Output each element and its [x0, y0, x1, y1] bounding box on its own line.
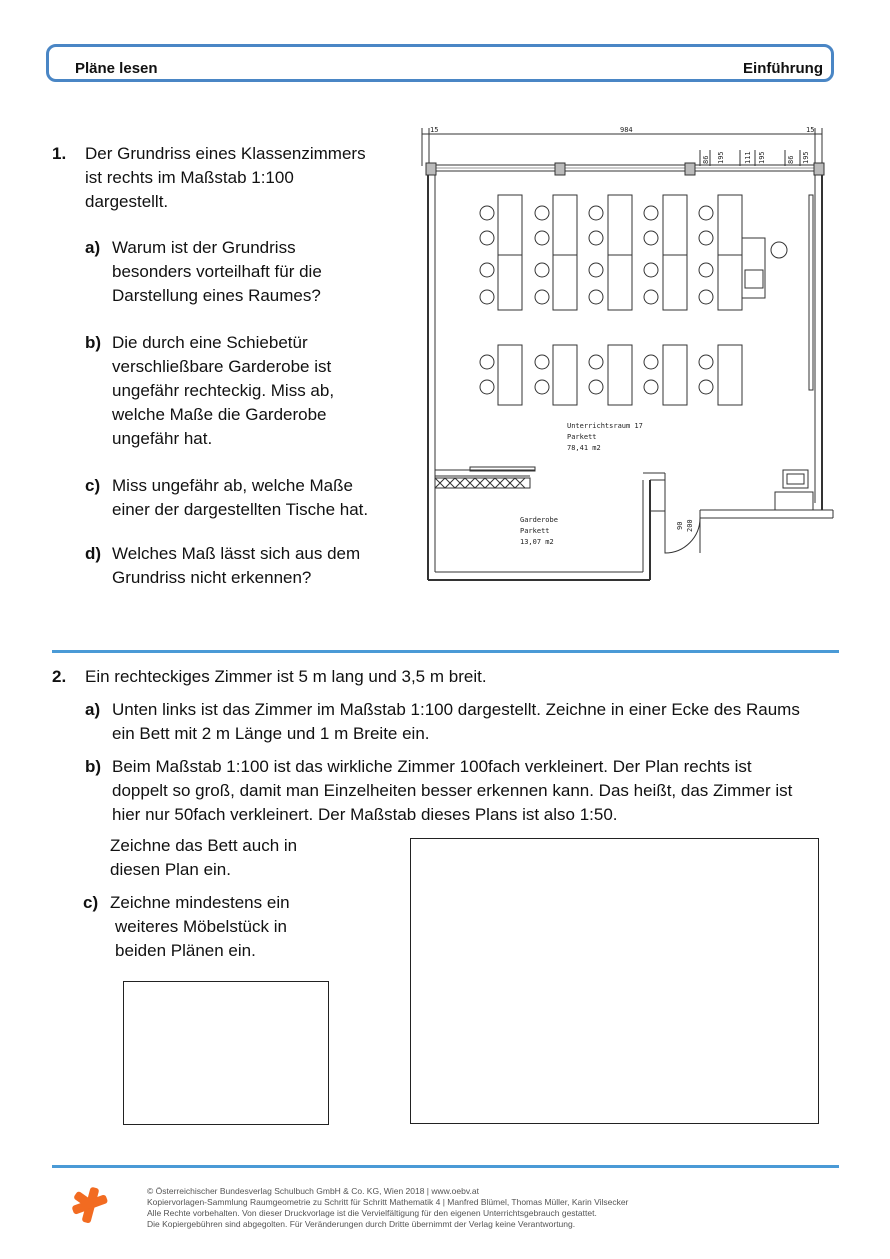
section-divider [52, 650, 839, 653]
task2-intro: Ein rechteckiges Zimmer ist 5 m lang und 3,5 m breit. [85, 667, 487, 686]
task2-number: 2. [52, 667, 67, 686]
dim-small: 86 [787, 155, 795, 164]
task1b-label: b) [85, 333, 102, 352]
task2b-extra-line: diesen Plan ein. [110, 860, 231, 879]
dim-top-left: 15 [430, 126, 439, 134]
task1a-line: Darstellung eines Raumes? [112, 286, 321, 305]
task1-intro-line: Der Grundriss eines Klassenzimmers [85, 144, 366, 163]
door-dim: 200 [686, 519, 694, 532]
task1d-label: d) [85, 544, 102, 563]
task1-intro-line: dargestellt. [85, 192, 169, 211]
dim-small: 195 [758, 151, 766, 164]
wall-pillar [555, 163, 565, 175]
dim-top-right: 15 [806, 126, 815, 134]
task1d-line: Welches Maß lässt sich aus dem [112, 544, 361, 563]
footer-divider [52, 1165, 839, 1168]
task2c-line: weiteres Möbelstück in [115, 917, 287, 936]
task1-number: 1. [52, 144, 67, 163]
wall-pillar [814, 163, 824, 175]
dim-small: 86 [702, 155, 710, 164]
task1b-line: Die durch eine Schiebetür [112, 333, 308, 352]
dim-small: 111 [744, 151, 752, 164]
task1a-line: Warum ist der Grundriss [112, 238, 296, 257]
dim-small: 195 [802, 151, 810, 164]
task2b-label: b) [85, 757, 102, 776]
task1a-label: a) [85, 238, 101, 257]
classroom-floor-plan [410, 120, 840, 590]
task1c-line: Miss ungefähr ab, welche Maße [112, 476, 353, 495]
room-area: 78,41 m2 [567, 444, 601, 452]
task1b-line: ungefähr rechteckig. Miss ab, [112, 381, 335, 400]
task1c-line: einer der dargestellten Tische hat. [112, 500, 369, 519]
dim-small: 195 [717, 151, 725, 164]
footer-line: © Österreichischer Bundesverlag Schulbuch GmbH & Co. KG, Wien 2018 | www.oebv.at [147, 1186, 479, 1196]
publisher-logo-icon [70, 1185, 110, 1225]
blackboard [809, 195, 813, 390]
task2b-line: hier nur 50fach verkleinert. Der Maßstab dieses Plans ist also 1:50. [112, 805, 618, 824]
section-label: Einführung [743, 60, 823, 77]
dim-top-total: 984 [620, 126, 633, 134]
task1a-line: besonders vorteilhaft für die [112, 262, 322, 281]
task2c-label: c) [83, 893, 99, 912]
teacher-desk [740, 238, 765, 298]
task2c-line: beiden Plänen ein. [115, 941, 256, 960]
task1b-line: welche Maße die Garderobe [112, 405, 327, 424]
wardrobe-racks [435, 478, 530, 488]
wall-pillar [426, 163, 436, 175]
task2b-line: doppelt so groß, damit man Einzelheiten besser erkennen kann. Das heißt, das Zimmer ist [112, 781, 793, 800]
plan-box-1-50[interactable] [410, 838, 819, 1124]
task2a-line: ein Bett mit 2 m Länge und 1 m Breite ein. [112, 724, 430, 743]
plan-box-1-100[interactable] [123, 981, 329, 1125]
task1c-label: c) [85, 476, 101, 495]
task2a-line: Unten links ist das Zimmer im Maßstab 1:100 dargestellt. Zeichne in einer Ecke des Raums [112, 700, 800, 719]
wardrobe-floor: Parkett [520, 527, 550, 535]
task2b-line: Beim Maßstab 1:100 ist das wirkliche Zimmer 100fach verkleinert. Der Plan rechts ist [112, 757, 752, 776]
task1-intro-line: ist rechts im Maßstab 1:100 [85, 168, 294, 187]
wardrobe-name: Garderobe [520, 516, 558, 524]
task2b-extra-line: Zeichne das Bett auch in [110, 836, 298, 855]
wardrobe-area: 13,07 m2 [520, 538, 554, 546]
wall-pillar [685, 163, 695, 175]
task1b-line: ungefähr hat. [112, 429, 213, 448]
footer-line: Kopiervorlagen-Sammlung Raumgeometrie zu Schritt für Schritt Mathematik 4 | Manfred Blümel, Thomas Müller, Karin Vilsecker [147, 1197, 629, 1207]
footer-line: Die Kopiergebühren sind abgegolten. Für Veränderungen durch Dritte übernimmt der Verlag keine Verantwortung. [147, 1219, 576, 1229]
task1d-line: Grundriss nicht erkennen? [112, 568, 312, 587]
page-title: Pläne lesen [75, 60, 158, 77]
footer-line: Alle Rechte vorbehalten. Von dieser Druckvorlage ist die Vervielfältigung für den eigenen Unterrichtsgebrauch gestattet. [147, 1208, 597, 1218]
page-header [46, 44, 834, 82]
room-floor: Parkett [567, 433, 597, 441]
task2c-line: Zeichne mindestens ein [110, 893, 290, 912]
footer-text [147, 1186, 628, 1230]
task1b-line: verschließbare Garderobe ist [112, 357, 332, 376]
door-dim: 90 [676, 521, 684, 530]
task2a-label: a) [85, 700, 101, 719]
room-name: Unterrichtsraum 17 [567, 422, 643, 430]
